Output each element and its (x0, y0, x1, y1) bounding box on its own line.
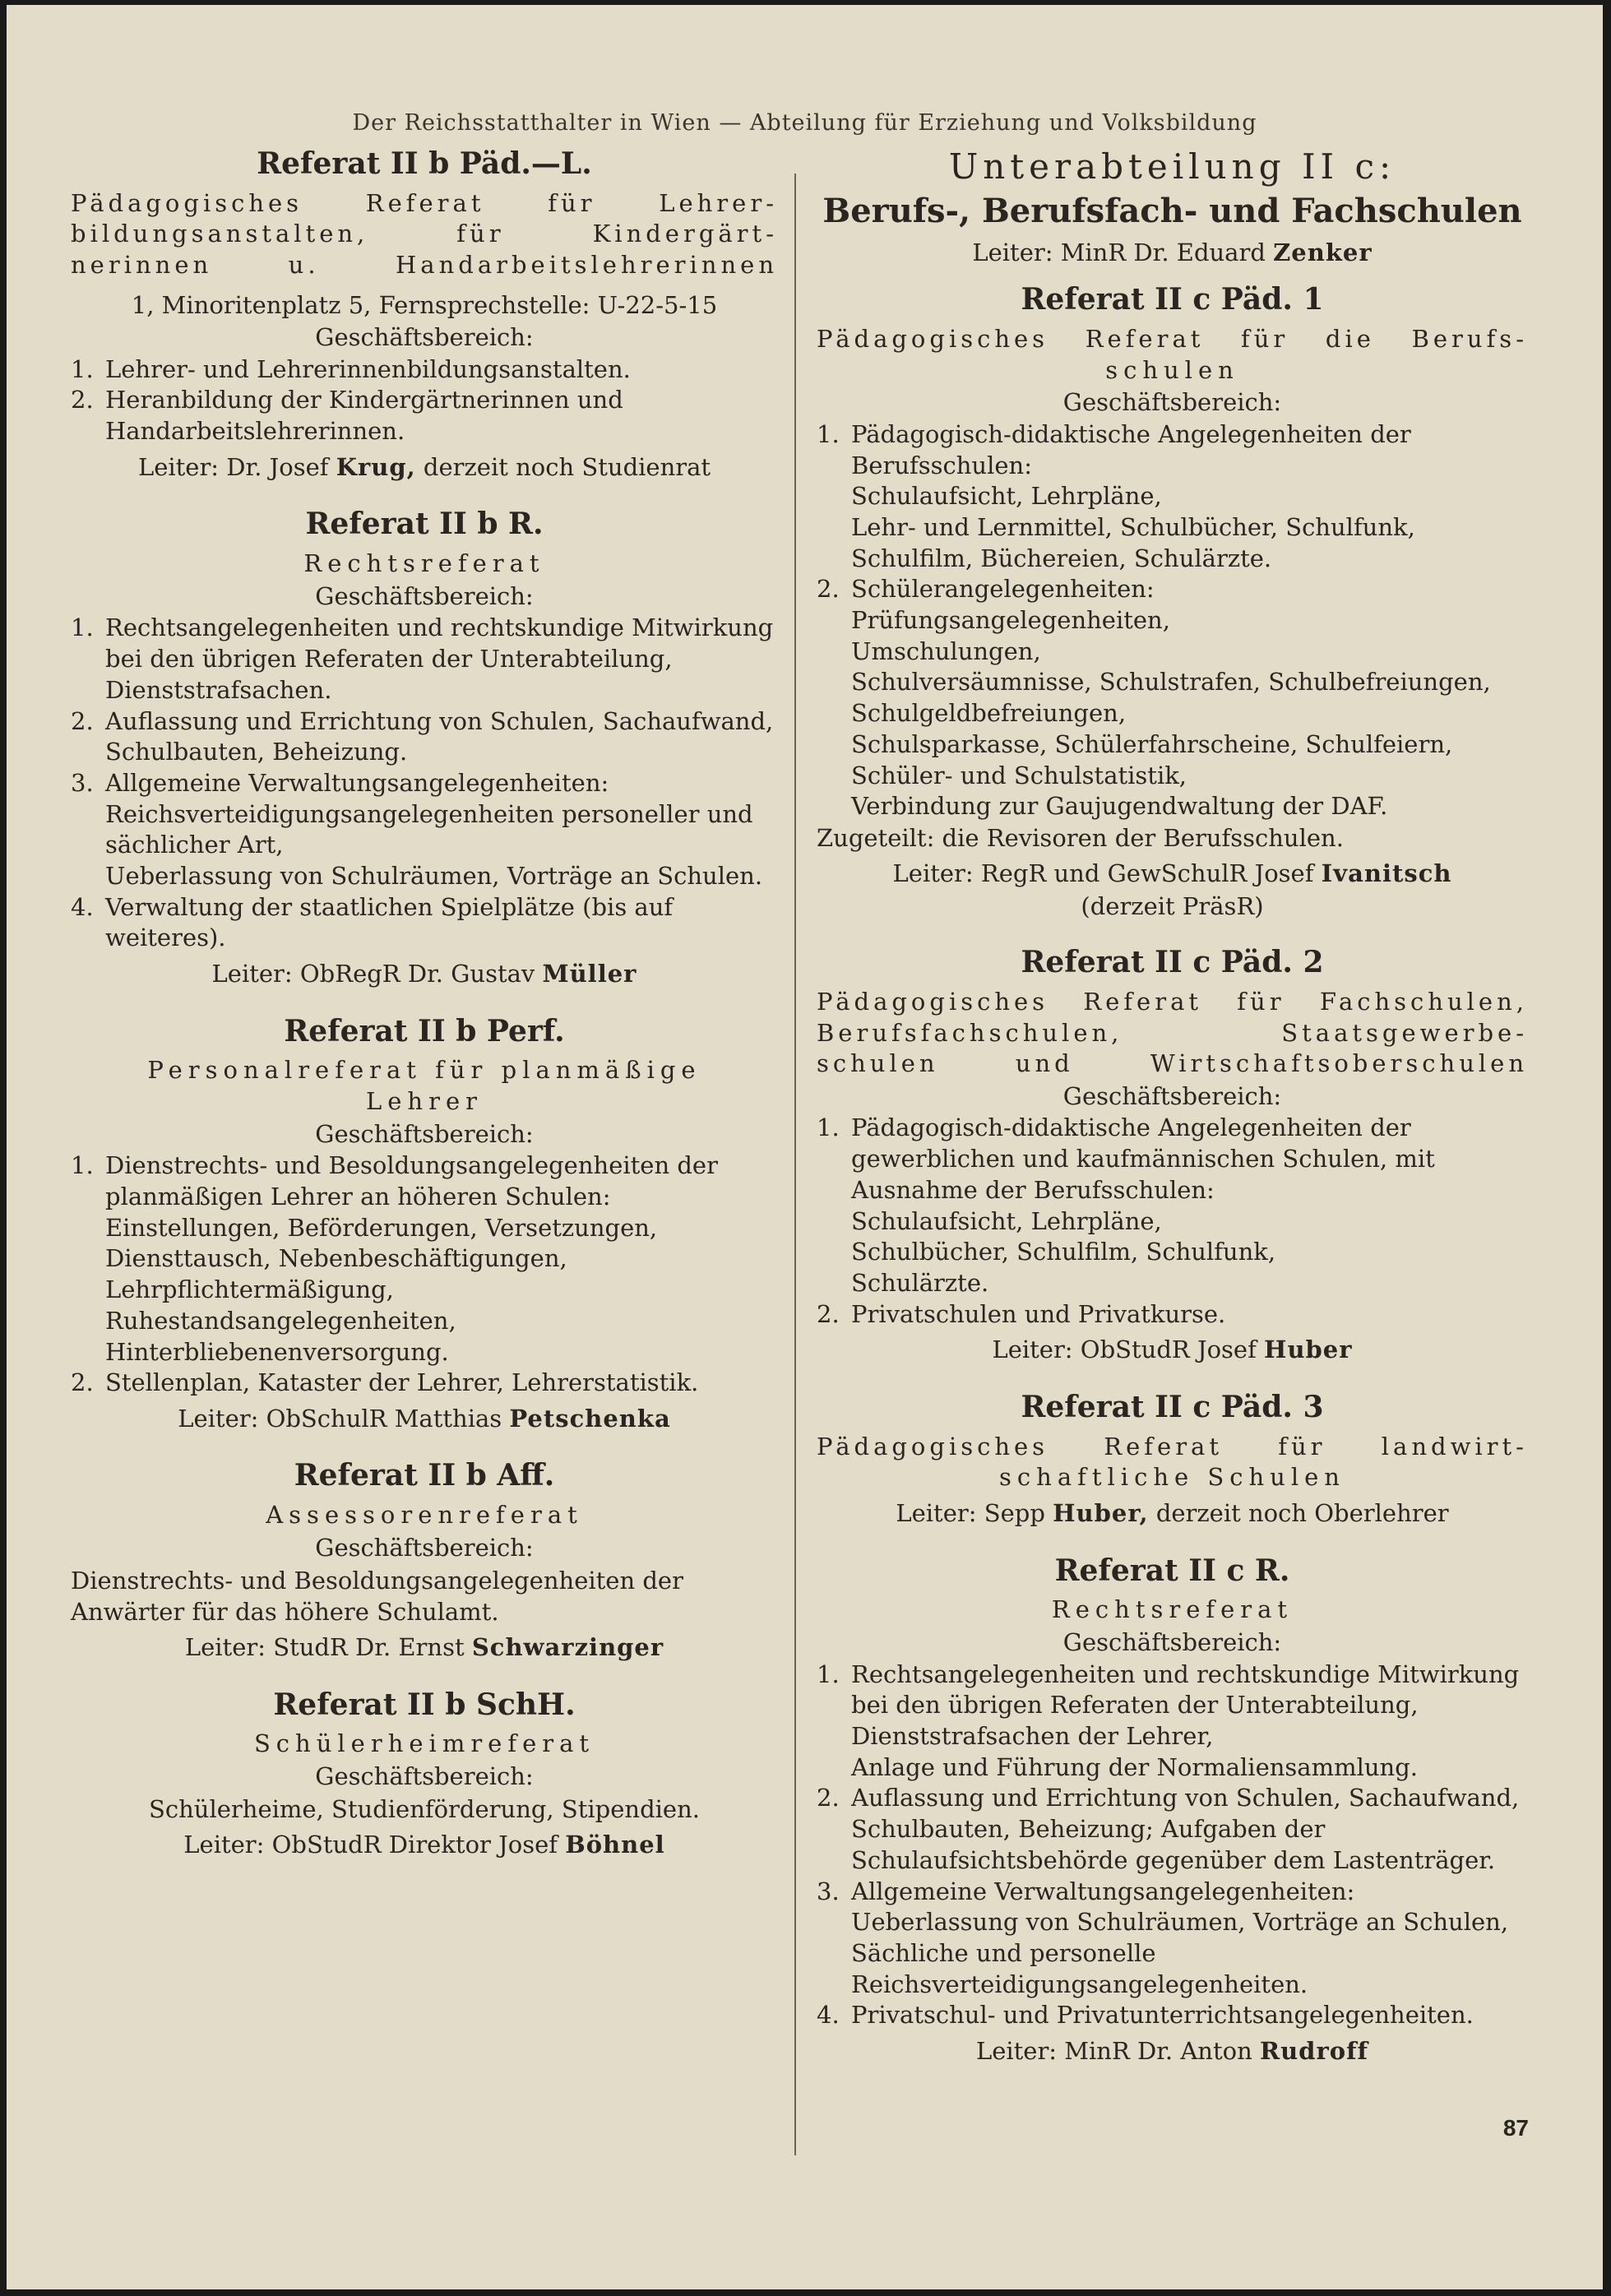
list-item (817, 1660, 1528, 1721)
list-item (71, 354, 778, 386)
geschaeftsbereich-label: Geschäftsbereich: (1062, 1081, 1282, 1110)
running-header: Der Reichsstatthalter in Wien — Abteilung für Erziehung und Volksbildung (352, 110, 1257, 136)
leiter-prefix: Leiter: RegR und GewSchulR Josef (892, 859, 1314, 888)
spaced-subtitle-line: schaftliche Schulen (999, 1463, 1345, 1492)
leiter-prefix: Leiter: ObStudR Josef (992, 1335, 1257, 1364)
geschaeftsbereich-label: Geschäftsbereich: (315, 1533, 534, 1562)
section-title: Referat II b Päd.—L. (257, 146, 592, 181)
item-subline: Lehr- und Lernmittel, Schulbücher, Schulfunk, Schulfilm, Büchereien, Schulärzte. (851, 513, 1415, 572)
geschaeftsbereich-label: Geschäftsbereich: (315, 323, 534, 352)
spaced-subtitle-line: Rechtsreferat (303, 549, 545, 578)
item-number: 2. (817, 575, 840, 604)
item-number: 1. (71, 613, 94, 642)
right-column (817, 145, 1528, 2068)
leiter-name: Zenker (1273, 238, 1373, 266)
section-unterabteilung-iic (817, 145, 1528, 269)
list-item (71, 1368, 778, 1399)
item-number: 4. (71, 892, 94, 921)
unterabteilung-subtitle: Berufs-, Berufsfach- und Fachschulen (822, 191, 1522, 230)
item-subline: Schulärzte. (851, 1268, 989, 1297)
list-item (817, 574, 1528, 605)
spaced-subtitle-line: Berufsfachschulen, Staatsgewerbe- (817, 1018, 1528, 1047)
list-item (817, 419, 1528, 481)
unterabteilung-title: Unterabteilung II c: (948, 146, 1396, 187)
leiter-line (71, 1402, 778, 1436)
leiter-name: Schwarzinger (471, 1633, 664, 1662)
item-subline: Schüler- und Schulstatistik, (851, 761, 1187, 789)
item-text: Privatschul- und Privatunterrichtsangelegenheiten. (851, 2001, 1474, 2030)
list-item (71, 892, 778, 954)
section-title: Referat II b SchH. (273, 1687, 576, 1722)
section-title: Referat II c Päd. 1 (1021, 282, 1324, 317)
section-referat-iib-perf (71, 1012, 778, 1436)
item-number: 2. (71, 386, 94, 414)
item-text: Auflassung und Errichtung von Schulen, Sachaufwand, Schulbauten, Beheizung. (105, 706, 774, 766)
section-title: Referat II b Aff. (294, 1458, 555, 1493)
section-referat-iib-aff (71, 1456, 778, 1664)
leiter-name: Ivanitsch (1321, 859, 1452, 888)
item-text: Schülerangelegenheiten: (851, 575, 1155, 604)
column-divider (794, 174, 796, 2155)
item-subline: Ruhestandsangelegenheiten, Hinterbliebenenversorgung. (105, 1306, 456, 1366)
item-text: Privatschulen und Privatkurse. (851, 1299, 1226, 1328)
leiter-name: Böhnel (565, 1831, 665, 1859)
item-number: 2. (71, 1368, 94, 1397)
section-title: Referat II b Perf. (284, 1013, 565, 1048)
list-item (71, 385, 778, 447)
item-number: 1. (71, 354, 94, 383)
item-number: 2. (71, 706, 94, 735)
leiter-line (817, 857, 1528, 891)
item-subline: Verbindung zur Gaujugendwaltung der DAF. (851, 792, 1388, 821)
item-text: Allgemeine Verwaltungsangelegenheiten: (851, 1877, 1355, 1905)
spaced-subtitle-line: schulen und Wirtschaftsoberschulen (817, 1049, 1528, 1078)
item-text: Heranbildung der Kindergärtnerinnen und Handarbeitslehrerinnen. (105, 386, 623, 446)
list-item (71, 706, 778, 768)
list-item (71, 768, 778, 799)
item-text: Stellenplan, Kataster der Lehrer, Lehrerstatistik. (105, 1368, 699, 1397)
spaced-subtitle-line: bildungsanstalten, für Kindergärt- (71, 220, 778, 248)
section-title: Referat II c Päd. 3 (1021, 1389, 1324, 1424)
spaced-subtitle-line: Personalreferat für planmäßige (147, 1056, 701, 1085)
leiter-name: Petschenka (509, 1404, 671, 1433)
item-subline: Umschulungen, (851, 636, 1041, 665)
address-line: 1, Minoritenplatz 5, Fernsprechstelle: U-22-5-15 (131, 290, 718, 319)
leiter-note: (derzeit PräsR) (1081, 891, 1264, 920)
item-subline: Ueberlassung von Schulräumen, Vorträge an Schulen. (105, 861, 763, 890)
leiter-name: Huber, (1053, 1499, 1149, 1528)
leiter-suffix: derzeit noch Oberlehrer (1155, 1499, 1449, 1528)
leiter-line (817, 1333, 1528, 1367)
section-referat-iic-paed-2 (817, 943, 1528, 1367)
section-body: Schülerheime, Studienförderung, Stipendien. (149, 1794, 700, 1823)
item-number: 3. (71, 768, 94, 797)
spaced-subtitle-line: Schülerheimreferat (253, 1729, 595, 1758)
item-subline: Ueberlassung von Schulräumen, Vorträge an Schulen, (851, 1908, 1509, 1937)
leiter-prefix: Leiter: Sepp (896, 1499, 1045, 1528)
leiter-prefix: Leiter: StudR Dr. Ernst (184, 1633, 465, 1662)
leiter-prefix: Leiter: ObStudR Direktor Josef (183, 1831, 558, 1859)
spaced-subtitle-line: Pädagogisches Referat für die Berufs- (817, 324, 1528, 353)
leiter-line (817, 1497, 1528, 1530)
list-item (817, 1113, 1528, 1206)
item-number: 2. (817, 1299, 840, 1328)
geschaeftsbereich-label: Geschäftsbereich: (315, 581, 534, 610)
geschaeftsbereich-label: Geschäftsbereich: (1062, 1628, 1282, 1657)
item-text: Pädagogisch-didaktische Angelegenheiten der Berufsschulen: (851, 419, 1411, 479)
item-subline: Reichsverteidigungsangelegenheiten personeller und sächlicher Art, (105, 799, 753, 859)
leiter-name: Rudroff (1260, 2036, 1369, 2065)
leiter-prefix: Leiter: ObRegR Dr. Gustav (211, 960, 535, 988)
leiter-line (817, 2034, 1528, 2068)
leiter-line (71, 957, 778, 991)
list-item (71, 1150, 778, 1212)
leiter-prefix: Leiter: MinR Dr. Anton (975, 2036, 1252, 2065)
list-item (817, 1299, 1528, 1331)
spaced-subtitle-line: Lehrer (366, 1087, 483, 1116)
spaced-subtitle-line: Assessorenreferat (266, 1501, 583, 1530)
item-text: Rechtsangelegenheiten und rechtskundige Mitwirkung bei den übrigen Referaten der Unterabteilung, (105, 613, 774, 674)
document-page (7, 5, 1603, 2289)
geschaeftsbereich-label: Geschäftsbereich: (315, 1762, 534, 1791)
leiter-suffix: derzeit noch Studienrat (423, 452, 711, 481)
item-subline: Dienststrafsachen der Lehrer, (851, 1722, 1214, 1751)
item-subline: Prüfungsangelegenheiten, (851, 606, 1170, 635)
list-item (817, 1783, 1528, 1876)
section-referat-iib-paed-l (71, 145, 778, 484)
list-item (817, 1877, 1528, 1908)
spaced-subtitle-line: Rechtsreferat (1051, 1595, 1294, 1624)
item-subline: Schulsparkasse, Schülerfahrscheine, Schulfeiern, (851, 729, 1453, 758)
item-number: 3. (817, 1877, 840, 1905)
section-title: Referat II c Päd. 2 (1021, 945, 1324, 980)
item-subline: Dienststrafsachen. (105, 675, 332, 704)
item-text: Lehrer- und Lehrerinnenbildungsanstalten. (105, 354, 631, 383)
section-referat-iib-r (71, 505, 778, 990)
section-body: Dienstrechts- und Besoldungsangelegenheiten der Anwärter für das höhere Schulamt. (71, 1566, 683, 1626)
section-title: Referat II c R. (1054, 1553, 1290, 1588)
leiter-line (71, 1631, 778, 1664)
leiter-name: Huber (1264, 1335, 1353, 1364)
page-number: 87 (1502, 2115, 1529, 2141)
item-text: Allgemeine Verwaltungsangelegenheiten: (105, 768, 609, 797)
item-number: 4. (817, 2001, 840, 2030)
leiter-prefix: Leiter: Dr. Josef (137, 452, 329, 481)
item-number: 1. (71, 1151, 94, 1180)
section-referat-iib-schh (71, 1686, 778, 1862)
item-subline: Einstellungen, Beförderungen, Versetzungen, Diensttausch, Nebenbeschäftigungen, Lehrpflichtermäßigung, (105, 1213, 658, 1304)
leiter-prefix: Leiter: MinR Dr. Eduard (972, 238, 1266, 266)
item-subline: Sächliche und personelle Reichsverteidigungsangelegenheiten. (851, 1938, 1308, 1998)
section-referat-iic-paed-3 (817, 1388, 1528, 1530)
left-column (71, 145, 778, 1862)
leiter-name: Krug, (336, 452, 416, 481)
leiter-line (71, 1828, 778, 1862)
list-item (817, 2000, 1528, 2031)
item-text: Verwaltung der staatlichen Spielplätze (bis auf weiteres). (105, 892, 674, 952)
section-referat-iic-r (817, 1552, 1528, 2068)
leiter-name: Müller (542, 960, 637, 988)
section-referat-iic-paed-1 (817, 280, 1528, 922)
spaced-subtitle-line: Pädagogisches Referat für landwirt- (817, 1432, 1528, 1460)
geschaeftsbereich-label: Geschäftsbereich: (315, 1119, 534, 1148)
item-subline: Schulversäumnisse, Schulstrafen, Schulbefreiungen, (851, 668, 1491, 697)
item-number: 1. (817, 1660, 840, 1688)
item-number: 1. (817, 419, 840, 448)
item-text: Pädagogisch-didaktische Angelegenheiten der gewerblichen und kaufmännischen Schulen, mit Ausnahme der Berufsschulen: (851, 1113, 1435, 1204)
item-text: Rechtsangelegenheiten und rechtskundige Mitwirkung bei den übrigen Referaten der Unterabteilung, (851, 1660, 1520, 1720)
item-subline: Schulaufsicht, Lehrpläne, (851, 1206, 1162, 1235)
item-subline: Schulaufsicht, Lehrpläne, (851, 482, 1162, 511)
leiter-line (817, 236, 1528, 270)
section-title: Referat II b R. (305, 507, 544, 542)
item-text: Auflassung und Errichtung von Schulen, Sachaufwand, Schulbauten, Beheizung; Aufgaben der Schulaufsichtsbehörde gegenüber dem Lastenträger. (851, 1784, 1520, 1874)
item-subline: Schulgeldbefreiungen, (851, 699, 1127, 728)
spaced-subtitle-line: Pädagogisches Referat für Fachschulen, (817, 987, 1528, 1016)
zugeteilt-line: Zugeteilt: die Revisoren der Berufsschulen. (817, 823, 1344, 852)
item-subline: Schulbücher, Schulfilm, Schulfunk, (851, 1238, 1276, 1266)
spaced-subtitle-line: nerinnen u. Handarbeitslehrerinnen (71, 251, 778, 280)
spaced-subtitle-line: Pädagogisches Referat für Lehrer- (71, 188, 778, 217)
item-subline: Anlage und Führung der Normaliensammlung. (851, 1752, 1419, 1781)
geschaeftsbereich-label: Geschäftsbereich: (1062, 388, 1282, 417)
list-item (71, 613, 778, 674)
item-text: Dienstrechts- und Besoldungsangelegenheiten der planmäßigen Lehrer an höheren Schulen: (105, 1151, 718, 1211)
leiter-line (71, 451, 778, 484)
item-number: 1. (817, 1113, 840, 1142)
item-number: 2. (817, 1784, 840, 1812)
spaced-subtitle-line: schulen (1105, 355, 1239, 384)
leiter-prefix: Leiter: ObSchulR Matthias (178, 1404, 502, 1433)
